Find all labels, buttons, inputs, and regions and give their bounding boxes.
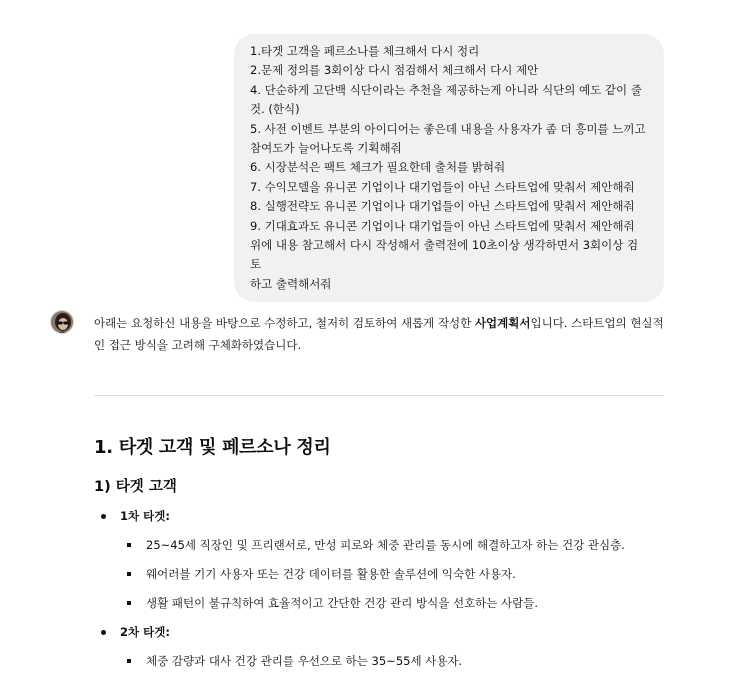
intro-bold-text: 사업계획서 xyxy=(474,316,531,330)
bullet-square-icon xyxy=(127,601,131,605)
list-item-text: 웨어러블 기기 사용자 또는 건강 데이터를 활용한 솔루션에 익숙한 사용자. xyxy=(146,567,516,581)
user-message-line: 7. 수익모델을 유니콘 기업이나 대기업들이 아닌 스타트업에 맞춰서 제안해줘 xyxy=(250,179,635,194)
user-message-line: 2.문제 정의를 3회이상 다시 점검해서 체크해서 다시 제안 xyxy=(250,63,539,78)
section-divider xyxy=(94,395,664,396)
list-item-text: 체중 감량과 대사 건강 관리를 우선으로 하는 35~55세 사용자. xyxy=(146,654,463,668)
bullet-square-icon xyxy=(127,659,131,663)
intro-text: 아래는 요청하신 내용을 바탕으로 수정하고, 철저히 검토하여 새롭게 작성한 xyxy=(94,316,475,330)
user-message-line: 하고 출력해서줘 xyxy=(250,276,332,291)
assistant-message xyxy=(94,312,664,356)
section-heading: 1. 타겟 고객 및 페르소나 정리 xyxy=(94,437,331,458)
assistant-intro xyxy=(94,312,664,356)
user-message-line: 8. 실행전략도 유니콘 기업이나 대기업들이 아닌 스타트업에 맞춰서 제안해줘 xyxy=(250,199,635,214)
subsection-heading: 1) 타겟 고객 xyxy=(94,479,177,495)
user-message-line: 6. 시장분석은 팩트 체크가 필요한데 출처를 밝혀줘 xyxy=(250,160,506,175)
intro-text-end: 입니다. 스타트업의 현실적인 접근 방식을 고려해 구체화하였습니다. xyxy=(94,316,664,352)
user-message-line: 9. 기대효과도 유니콘 기업이나 대기업들이 아닌 스타트업에 맞춰서 제안해줘 xyxy=(250,218,635,233)
user-message-bubble xyxy=(234,34,664,302)
list-item-text: 25~45세 직장인 및 프리랜서로, 만성 피로와 체중 관리를 동시에 해결하고자 하는 건강 관심층. xyxy=(146,538,625,552)
user-message-line: 5. 사전 이벤트 부분의 아이디어는 좋은데 내용을 사용자가 좀 더 흥미를 느끼고 xyxy=(250,121,646,136)
bullet-dot-icon xyxy=(101,514,106,519)
bullet-square-icon xyxy=(127,543,131,547)
user-message-line: 위에 내용 참고해서 다시 작성해서 출력전에 10초이상 생각하면서 3회이상 검토 xyxy=(250,238,639,272)
bullet-dot-icon xyxy=(101,630,106,635)
user-message-line: 것. (한식) xyxy=(250,102,300,117)
user-message-line: 4. 단순하게 고단백 식단이라는 추천을 제공하는게 아니라 식단의 예도 같이 줄 xyxy=(250,82,642,97)
bullet-square-icon xyxy=(127,572,131,576)
user-message-line: 1.타겟 고객을 페르소나를 체크해서 다시 정리 xyxy=(250,44,480,58)
assistant-avatar-icon xyxy=(50,310,74,334)
list-item-label: 2차 타겟: xyxy=(120,625,170,639)
list-item-label: 1차 타겟: xyxy=(120,509,170,523)
user-message-line: 참여도가 늘어나도록 기획해줘 xyxy=(250,141,402,156)
list-item-text: 생활 패턴이 불규칙하여 효율적이고 간단한 건강 관리 방식을 선호하는 사람들. xyxy=(146,596,539,610)
